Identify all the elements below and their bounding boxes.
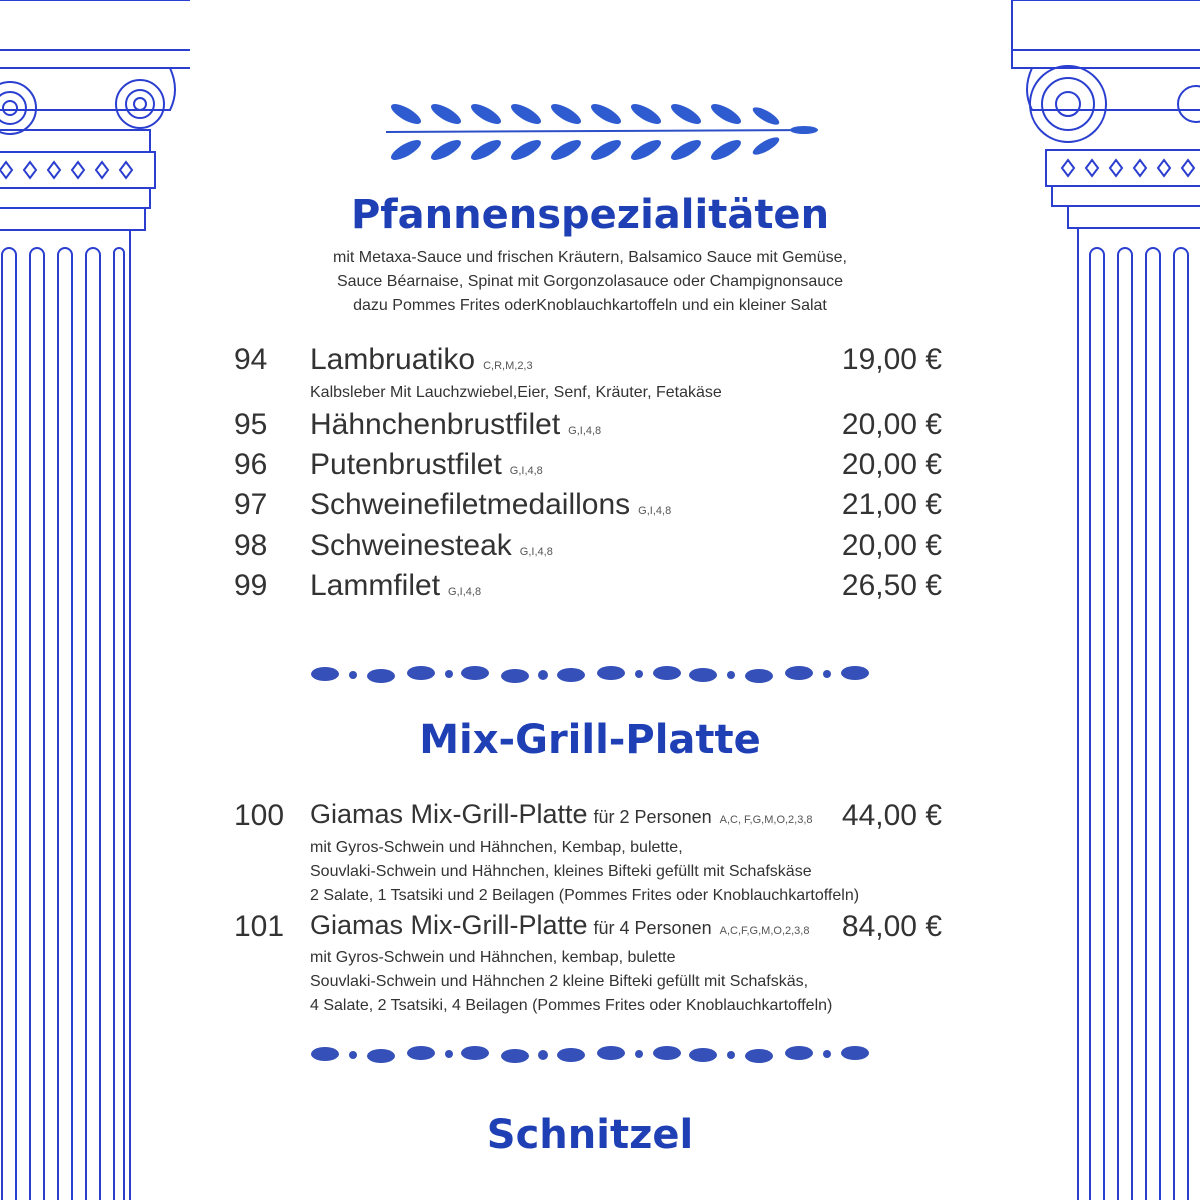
item-price: 20,00 €	[841, 448, 942, 481]
item-name-container	[310, 569, 481, 603]
item-allergens: A,C,F,G,M,O,2,3,8	[719, 925, 810, 937]
item-number: 96	[234, 448, 268, 481]
item-number: 99	[234, 569, 268, 602]
item-name: Schweinesteak	[310, 529, 512, 562]
item-number: 95	[234, 408, 268, 441]
item-name: Lambruatiko	[310, 343, 476, 376]
laurel-branch-icon	[376, 96, 826, 168]
item-detail-line: mit Gyros-Schwein und Hähnchen, Kembap, bulette,	[310, 839, 683, 856]
item-number: 97	[234, 488, 268, 521]
item-allergens: G,I,4,8	[519, 546, 553, 558]
item-allergens: G,I,4,8	[448, 586, 482, 598]
item-name: Lammfilet	[310, 569, 441, 602]
item-persons: für 2 Personen	[593, 807, 712, 827]
item-number: 101	[234, 910, 285, 943]
item-name-container	[310, 408, 601, 442]
item-name: Hähnchenbrustfilet	[310, 408, 561, 441]
item-number: 100	[234, 799, 285, 832]
description-line: dazu Pommes Frites oderKnoblauchkartoffeln und ein kleiner Salat	[353, 297, 827, 314]
section-title-schnitzel: Schnitzel	[486, 1112, 694, 1158]
item-price: 84,00 €	[841, 910, 942, 943]
greek-column-right-icon	[1008, 0, 1200, 1200]
section-title-mix-grill-platte: Mix-Grill-Platte	[419, 717, 761, 763]
item-name-container	[310, 910, 809, 941]
item-name-container	[310, 529, 553, 563]
item-detail-line: 4 Salate, 2 Tsatsiki, 4 Beilagen (Pommes Frites oder Knoblauchkartoffeln)	[310, 997, 833, 1014]
item-detail-line: Souvlaki-Schwein und Hähnchen 2 kleine Bifteki gefüllt mit Schafskäs,	[310, 973, 809, 990]
item-price: 21,00 €	[841, 488, 942, 521]
item-number: 98	[234, 529, 268, 562]
item-name-container	[310, 343, 533, 377]
item-price: 20,00 €	[841, 529, 942, 562]
item-details	[310, 946, 832, 1018]
item-number: 94	[234, 343, 268, 376]
section-description	[0, 246, 1180, 318]
item-name: Putenbrustfilet	[310, 448, 502, 481]
item-allergens: G,I,4,8	[568, 425, 602, 437]
item-name-container	[310, 448, 543, 482]
item-name-container	[310, 488, 671, 522]
item-allergens: G,I,4,8	[509, 465, 543, 477]
item-name: Schweinefiletmedaillons	[310, 488, 631, 521]
item-persons: für 4 Personen	[593, 918, 712, 938]
item-price: 26,50 €	[841, 569, 942, 602]
section-title-pfannenspezialitaeten: Pfannenspezialitäten	[350, 192, 830, 238]
item-allergens: C,R,M,2,3	[483, 360, 533, 372]
item-detail-line: 2 Salate, 1 Tsatsiki und 2 Beilagen (Pommes Frites oder Knoblauchkartoffeln)	[310, 887, 860, 904]
item-allergens: G,I,4,8	[638, 505, 672, 517]
item-price: 19,00 €	[841, 343, 942, 376]
description-line: Sauce Béarnaise, Spinat mit Gorgonzolasauce oder Champignonsauce	[336, 273, 844, 290]
drop-divider-icon	[305, 1040, 875, 1070]
item-price: 44,00 €	[841, 799, 942, 832]
item-detail-line: Souvlaki-Schwein und Hähnchen, kleines Bifteki gefüllt mit Schafskäse	[310, 863, 812, 880]
item-details	[310, 836, 859, 908]
item-name: Giamas Mix-Grill-Platte	[310, 910, 588, 940]
item-name-container	[310, 799, 813, 830]
item-price: 20,00 €	[841, 408, 942, 441]
drop-divider-icon	[305, 660, 875, 690]
item-name: Giamas Mix-Grill-Platte	[310, 799, 588, 829]
description-line: mit Metaxa-Sauce und frischen Kräutern, Balsamico Sauce mit Gemüse,	[333, 249, 847, 266]
item-detail-line: mit Gyros-Schwein und Hähnchen, kembap, bulette	[310, 949, 676, 966]
item-detail: Kalbsleber Mit Lauchzwiebel,Eier, Senf, Kräuter, Fetakäse	[310, 384, 722, 401]
item-allergens: A,C, F,G,M,O,2,3,8	[719, 814, 813, 826]
greek-column-left-icon	[0, 0, 190, 1200]
